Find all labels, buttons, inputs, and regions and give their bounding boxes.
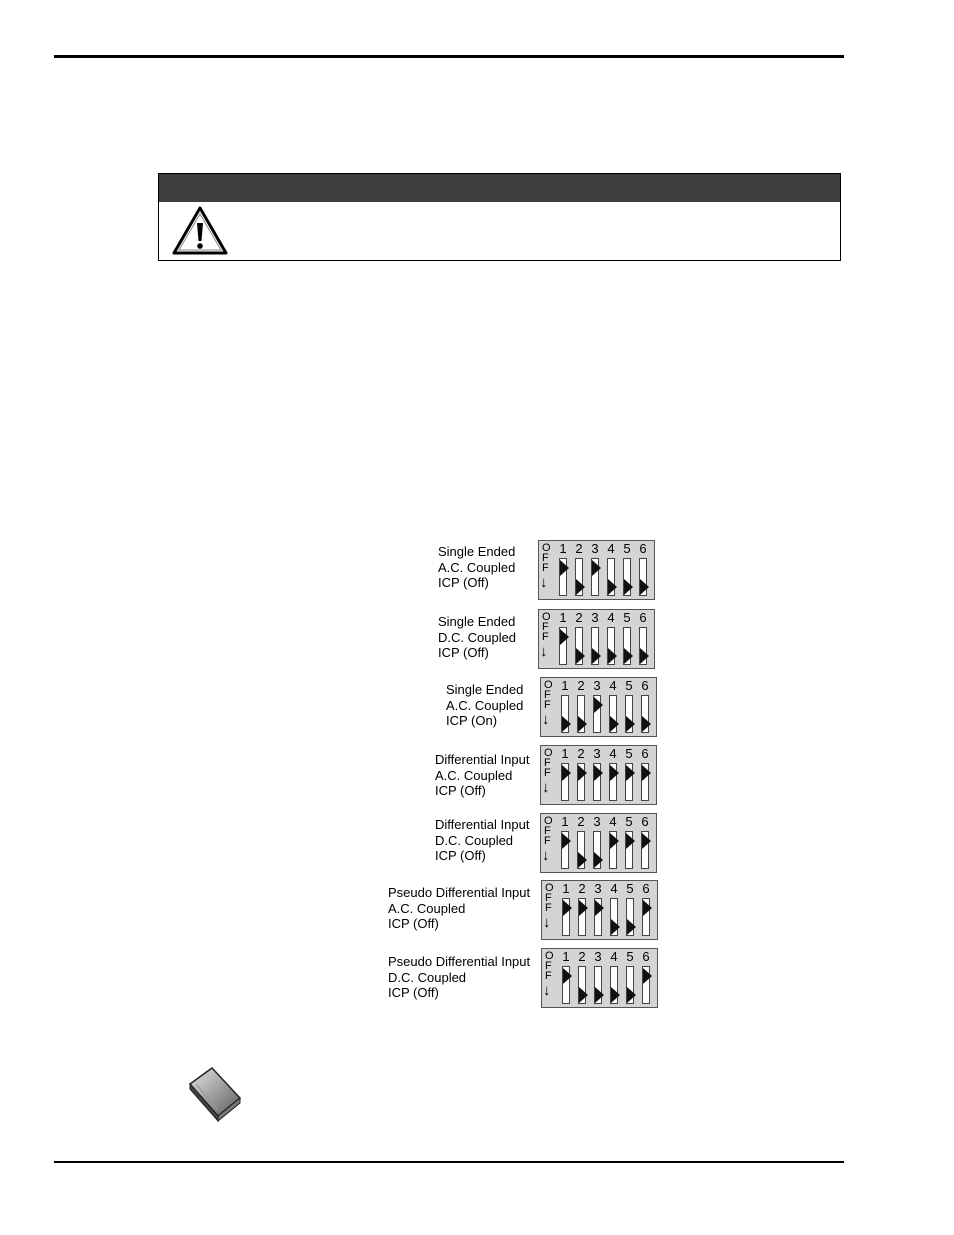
- dip-off-label: O F F: [544, 815, 553, 847]
- down-arrow-icon: ↓: [543, 982, 551, 999]
- dip-position-number: 5: [626, 949, 634, 964]
- dip-position-number: 2: [578, 881, 586, 896]
- dip-position-number: 2: [578, 949, 586, 964]
- dip-off-label: O F F: [544, 679, 553, 711]
- switch-config-label-line: Differential Input: [435, 817, 530, 832]
- dip-switch-actuator: [608, 579, 617, 595]
- dip-switch-actuator: [592, 560, 601, 576]
- dip-position-number: 4: [609, 678, 617, 693]
- dip-position-number: 6: [641, 814, 649, 829]
- down-arrow-icon: ↓: [543, 914, 551, 931]
- dip-position-number: 1: [562, 949, 570, 964]
- dip-off-label: O F F: [545, 950, 554, 982]
- dip-switch-actuator: [610, 765, 619, 781]
- dip-position-number: 5: [623, 541, 631, 556]
- dip-switch-actuator: [626, 765, 635, 781]
- dip-switch-actuator: [563, 900, 572, 916]
- down-arrow-icon: ↓: [542, 711, 550, 728]
- switch-config-label-line: D.C. Coupled: [435, 832, 514, 848]
- dip-position-number: 3: [593, 814, 601, 829]
- dip-switch-diagram: [540, 745, 657, 805]
- switch-config-label-line: D.C. Coupled: [388, 969, 467, 985]
- dip-position-number: 1: [559, 610, 567, 625]
- switch-config-label-line: A.C. Coupled: [438, 559, 516, 575]
- switch-config-label-line: ICP (On): [446, 713, 498, 728]
- dip-switch-actuator: [608, 648, 617, 664]
- dip-switch-actuator: [594, 852, 603, 868]
- dip-position-number: 1: [561, 678, 569, 693]
- dip-switch-actuator: [643, 900, 652, 916]
- switch-config-label-line: ICP (Off): [388, 916, 439, 931]
- dip-position-number: 5: [626, 881, 634, 896]
- dip-switch-diagram: [541, 948, 658, 1008]
- dip-position-number: 4: [610, 881, 618, 896]
- dip-switch-actuator: [576, 579, 585, 595]
- dip-switch-actuator: [643, 968, 652, 984]
- dip-off-label: O F F: [542, 542, 551, 574]
- dip-position-number: 6: [642, 881, 650, 896]
- switch-config-label-line: Differential Input: [435, 752, 530, 767]
- switch-config-label-line: Pseudo Differential Input: [388, 885, 531, 900]
- dip-position-number: 2: [577, 678, 585, 693]
- dip-switch-actuator: [640, 648, 649, 664]
- dip-position-number: 3: [591, 610, 599, 625]
- dip-switch-actuator: [578, 716, 587, 732]
- switch-config-label-line: ICP (Off): [435, 783, 486, 798]
- dip-switch-actuator: [578, 852, 587, 868]
- dip-position-number: 1: [559, 541, 567, 556]
- dip-switch-diagram: [540, 677, 657, 737]
- dip-position-number: 6: [639, 610, 647, 625]
- switch-config-label-line: ICP (Off): [438, 645, 489, 660]
- dip-position-number: 4: [607, 610, 615, 625]
- dip-switch-actuator: [624, 648, 633, 664]
- dip-position-number: 4: [607, 541, 615, 556]
- dip-switch-actuator: [626, 833, 635, 849]
- warning-triangle-icon: [171, 205, 229, 257]
- dip-position-number: 3: [593, 746, 601, 761]
- dip-position-number: 6: [639, 541, 647, 556]
- dip-position-number: 4: [609, 746, 617, 761]
- dip-switch-actuator: [611, 987, 620, 1003]
- dip-switch-actuator: [610, 833, 619, 849]
- dip-position-number: 6: [641, 678, 649, 693]
- dip-switch-actuator: [627, 919, 636, 935]
- switch-config-label: [388, 954, 530, 1001]
- dip-switch-actuator: [640, 579, 649, 595]
- dip-position-number: 3: [593, 678, 601, 693]
- down-arrow-icon: ↓: [540, 574, 548, 591]
- dip-position-number: 4: [609, 814, 617, 829]
- dip-position-number: 2: [575, 610, 583, 625]
- dip-position-number: 5: [625, 746, 633, 761]
- dip-switch-actuator: [560, 560, 569, 576]
- dip-switch-actuator: [642, 765, 651, 781]
- dip-switch-actuator: [595, 987, 604, 1003]
- header-rule: [54, 55, 844, 58]
- caution-box: [158, 173, 841, 261]
- switch-config-label-line: A.C. Coupled: [388, 900, 466, 916]
- dip-position-number: 1: [561, 814, 569, 829]
- dip-switch-actuator: [592, 648, 601, 664]
- dip-switch-actuator: [579, 987, 588, 1003]
- dip-position-number: 2: [577, 746, 585, 761]
- dip-switch-diagram: [538, 540, 655, 600]
- dip-off-label: O F F: [542, 611, 551, 643]
- switch-config-label-line: Single Ended: [446, 682, 524, 697]
- switch-config-label: [438, 544, 515, 591]
- dip-switch-actuator: [594, 697, 603, 713]
- dip-position-number: 1: [561, 746, 569, 761]
- dip-switch-actuator: [562, 833, 571, 849]
- switch-config-label-line: ICP (Off): [435, 848, 486, 863]
- dip-switch-diagram: [538, 609, 655, 669]
- switch-config-label-line: A.C. Coupled: [435, 767, 513, 783]
- dip-position-number: 4: [610, 949, 618, 964]
- switch-config-label: [435, 752, 529, 799]
- dip-position-number: 5: [623, 610, 631, 625]
- dip-off-label: O F F: [545, 882, 554, 914]
- switch-config-label-line: Single Ended: [438, 614, 516, 629]
- dip-position-number: 2: [575, 541, 583, 556]
- dip-switch-diagram: [540, 813, 657, 873]
- dip-position-number: 6: [641, 746, 649, 761]
- dip-switch-actuator: [642, 716, 651, 732]
- dip-position-number: 3: [591, 541, 599, 556]
- dip-switch-actuator: [595, 900, 604, 916]
- down-arrow-icon: ↓: [542, 847, 550, 864]
- dip-position-number: 3: [594, 949, 602, 964]
- dip-switch-actuator: [562, 716, 571, 732]
- dip-position-number: 1: [562, 881, 570, 896]
- switch-config-label-line: D.C. Coupled: [438, 629, 517, 645]
- switch-config-label-line: A.C. Coupled: [446, 697, 524, 713]
- dip-switch-diagram: [541, 880, 658, 940]
- dip-switch-actuator: [562, 765, 571, 781]
- dip-switch-actuator: [624, 579, 633, 595]
- switch-config-label-line: Pseudo Differential Input: [388, 954, 531, 969]
- footer-rule: [54, 1161, 844, 1163]
- book-reference-icon: [186, 1064, 244, 1122]
- dip-position-number: 2: [577, 814, 585, 829]
- switch-config-label: [438, 614, 516, 661]
- dip-switch-actuator: [579, 900, 588, 916]
- switch-config-label-line: ICP (Off): [388, 985, 439, 1000]
- dip-switch-actuator: [563, 968, 572, 984]
- dip-position-number: 6: [642, 949, 650, 964]
- switch-config-label-line: Single Ended: [438, 544, 516, 559]
- dip-off-label: O F F: [544, 747, 553, 779]
- dip-switch-actuator: [594, 765, 603, 781]
- dip-switch-actuator: [642, 833, 651, 849]
- switch-config-label: [435, 817, 529, 864]
- dip-position-number: 3: [594, 881, 602, 896]
- dip-switch-actuator: [578, 765, 587, 781]
- switch-config-label: [446, 682, 523, 729]
- dip-switch-actuator: [576, 648, 585, 664]
- dip-switch-actuator: [626, 716, 635, 732]
- dip-position-number: 5: [625, 814, 633, 829]
- dip-switch-actuator: [627, 987, 636, 1003]
- switch-config-label-line: ICP (Off): [438, 575, 489, 590]
- dip-position-number: 5: [625, 678, 633, 693]
- switch-config-label: [388, 885, 530, 932]
- caution-header-bar: [159, 174, 840, 202]
- down-arrow-icon: ↓: [540, 643, 548, 660]
- down-arrow-icon: ↓: [542, 779, 550, 796]
- dip-switch-actuator: [560, 629, 569, 645]
- dip-switch-actuator: [610, 716, 619, 732]
- dip-switch-actuator: [611, 919, 620, 935]
